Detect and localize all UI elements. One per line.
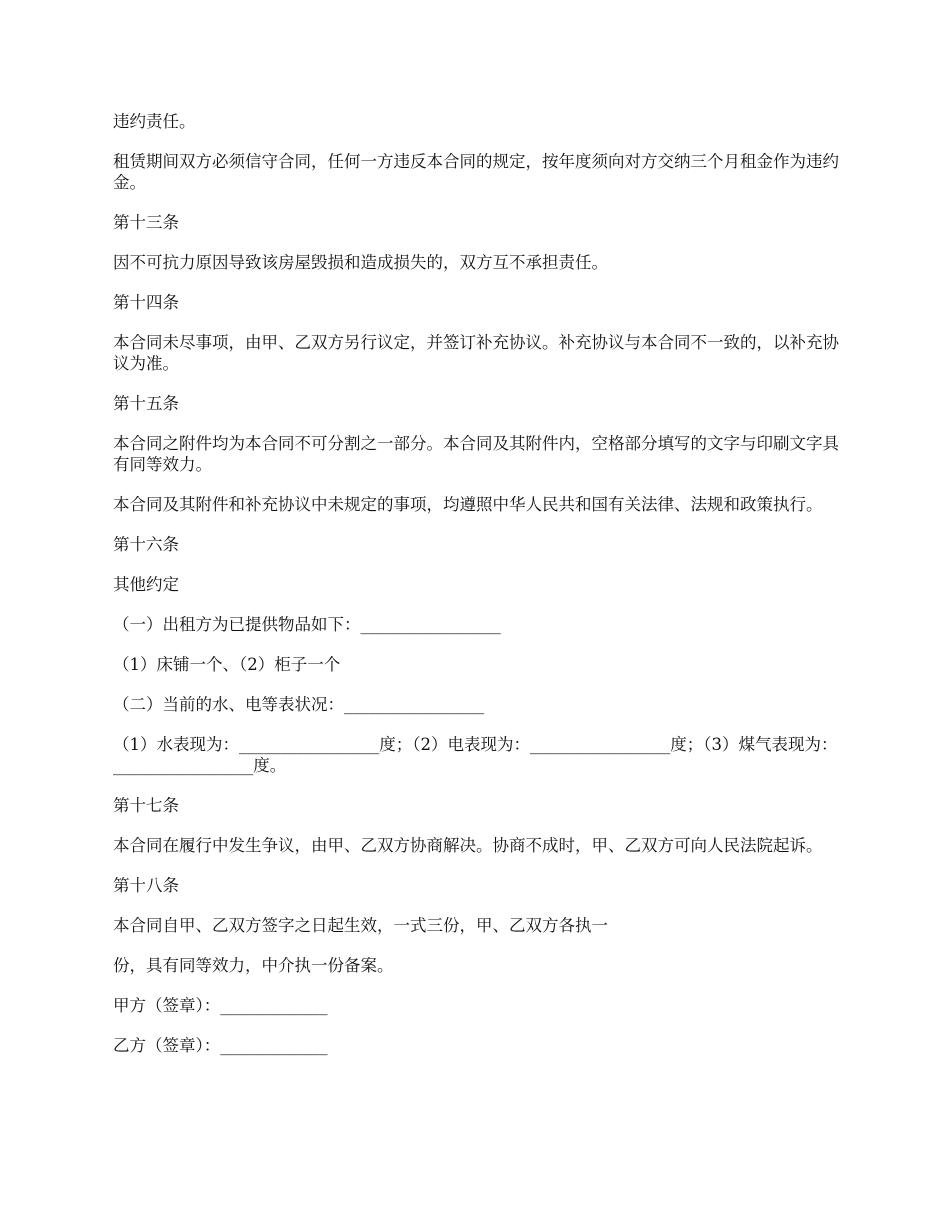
paragraph-penalty: 租赁期间双方必须信守合同，任何一方违反本合同的规定，按年度须向对方交纳三个月租金作为违约金。 <box>113 152 839 192</box>
paragraph-force-majeure: 因不可抗力原因导致该房屋毁损和造成损失的，双方互不承担责任。 <box>113 253 608 272</box>
article-13-heading: 第十三条 <box>113 213 179 232</box>
paragraph-items-provided: （一）出租方为已提供物品如下：_________________ <box>113 615 501 634</box>
paragraph-attachments: 本合同之附件均为本合同不可分割之一部分。本合同及其附件内，空格部分填写的文字与印刷文字具有同等效力。 <box>113 434 839 474</box>
article-18-heading: 第十八条 <box>113 876 179 895</box>
article-14-heading: 第十四条 <box>113 293 179 312</box>
paragraph-meter-readings: （1）水表现为：_________________度；（2）电表现为：_________________度；（3）煤气表现为：_________________度。 <box>113 735 838 775</box>
paragraph-applicable-law: 本合同及其附件和补充协议中未规定的事项，均遵照中华人民共和国有关法律、法规和政策执行。 <box>113 495 823 514</box>
paragraph-effectiveness: 本合同自甲、乙双方签字之日起生效，一式三份，甲、乙双方各执一 <box>113 916 608 935</box>
paragraph-supplementary-agreement: 本合同未尽事项，由甲、乙双方另行议定，并签订补充协议。补充协议与本合同不一致的，以补充协议为准。 <box>113 333 839 373</box>
paragraph-breach-liability: 违约责任。 <box>113 112 196 131</box>
paragraph-other-terms: 其他约定 <box>113 575 179 594</box>
article-15-heading: 第十五条 <box>113 394 179 413</box>
document-page <box>113 111 843 1075</box>
article-16-heading: 第十六条 <box>113 535 179 554</box>
party-a-signature: 甲方（签章）：_____________ <box>113 996 328 1015</box>
paragraph-meter-status: （二）当前的水、电等表状况：_________________ <box>113 695 485 714</box>
paragraph-copies: 份，具有同等效力，中介执一份备案。 <box>113 956 394 975</box>
article-17-heading: 第十七条 <box>113 796 179 815</box>
party-b-signature: 乙方（签章）：_____________ <box>113 1036 328 1055</box>
paragraph-dispute-resolution: 本合同在履行中发生争议，由甲、乙双方协商解决。协商不成时，甲、乙双方可向人民法院起诉。 <box>113 836 823 855</box>
paragraph-items-list: （1）床铺一个、（2）柜子一个 <box>113 655 341 674</box>
